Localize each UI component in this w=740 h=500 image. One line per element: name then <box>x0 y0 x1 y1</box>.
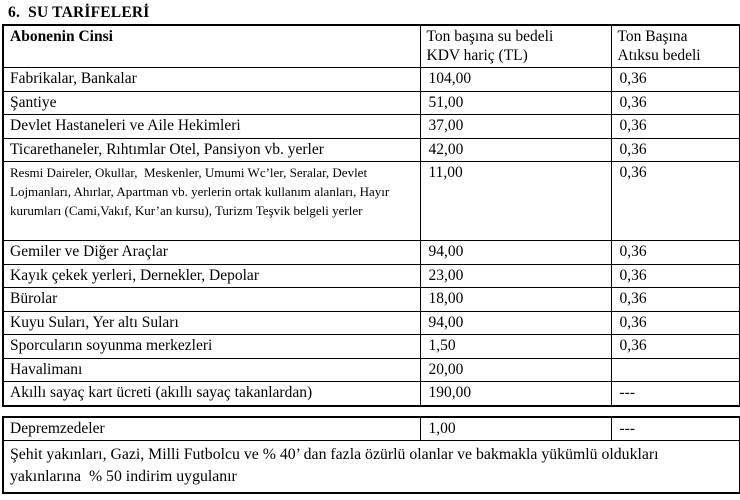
table-row <box>3 138 740 162</box>
table-row <box>3 264 740 288</box>
discount-tariff-table <box>2 416 740 495</box>
cell-subscriber-type: Sporcuların soyunma merkezleri <box>3 335 420 359</box>
cell-water-price: 94,00 <box>420 311 611 335</box>
header-row <box>3 25 740 68</box>
cell-subscriber-type: Depremzedeler <box>3 417 420 441</box>
header-wastewater-price-line2: Atıksu bedeli <box>617 46 701 64</box>
cell-subscriber-type: Akıllı sayaç kart ücreti (akıllı sayaç takanlardan) <box>3 382 420 406</box>
cell-wastewater-price: 0,36 <box>611 264 740 288</box>
cell-water-price: 18,00 <box>420 288 611 312</box>
cell-wastewater-price: 0,36 <box>611 115 740 139</box>
table-row <box>3 115 740 139</box>
cell-subscriber-type: Devlet Hastaneleri ve Aile Hekimleri <box>3 115 420 139</box>
header-water-price <box>420 25 611 68</box>
discount-note-text: Şehit yakınları, Gazi, Milli Futbolcu ve % 40’ dan fazla özürlü olanlar ve bakmakla yükümlü oldukları yakınlarına % 50 indirim uygulanır <box>3 441 740 494</box>
header-wastewater-price-line1: Ton Başına <box>617 28 688 45</box>
header-water-price-line2: KDV hariç (TL) <box>426 46 528 64</box>
cell-water-price: 42,00 <box>420 138 611 162</box>
cell-subscriber-type: Fabrikalar, Bankalar <box>3 68 420 92</box>
header-wastewater-price <box>611 25 740 68</box>
cell-water-price: 104,00 <box>420 68 611 92</box>
table-row <box>3 358 740 382</box>
cell-subscriber-type: Kayık çekek yerleri, Dernekler, Depolar <box>3 264 420 288</box>
cell-wastewater-price: 0,36 <box>611 335 740 359</box>
discount-note-row <box>3 441 740 494</box>
cell-wastewater-price: 0,36 <box>611 91 740 115</box>
cell-water-price: 11,00 <box>420 162 611 241</box>
cell-wastewater-price: 0,36 <box>611 288 740 312</box>
cell-wastewater-price: --- <box>611 382 740 406</box>
cell-wastewater-price: 0,36 <box>611 138 740 162</box>
cell-subscriber-type: Bürolar <box>3 288 420 312</box>
table-row <box>3 288 740 312</box>
cell-water-price: 190,00 <box>420 382 611 406</box>
cell-water-price: 94,00 <box>420 241 611 265</box>
cell-water-price: 1,50 <box>420 335 611 359</box>
table-row <box>3 335 740 359</box>
cell-wastewater-price: 0,36 <box>611 241 740 265</box>
cell-subscriber-type: Şantiye <box>3 91 420 115</box>
cell-subscriber-type: Havalimanı <box>3 358 420 382</box>
cell-subscriber-type: Ticarethaneler, Rıhtımlar Otel, Pansiyon vb. yerler <box>3 138 420 162</box>
cell-wastewater-price: 0,36 <box>611 162 740 241</box>
cell-wastewater-price <box>611 358 740 382</box>
header-water-price-line1: Ton başına su bedeli <box>426 28 554 45</box>
cell-water-price: 51,00 <box>420 91 611 115</box>
cell-subscriber-type: Resmi Daireler, Okullar, Meskenler, Umumi Wc’ler, Seralar, Devlet Lojmanları, Ahırlar, Apartman vb. yerlerin ortak kullanım alanları, Hayır kurumları (Cami,Vakıf, Kur’an kursu), Turizm Teşvik belgeli yerler <box>3 162 420 241</box>
table-row <box>3 241 740 265</box>
page-title: 6. SU TARİFELERİ <box>8 4 150 21</box>
cell-water-price: 20,00 <box>420 358 611 382</box>
water-tariff-table <box>2 24 740 407</box>
table-row <box>3 382 740 406</box>
cell-subscriber-type: Gemiler ve Diğer Araçlar <box>3 241 420 265</box>
table-row <box>3 91 740 115</box>
table-row <box>3 162 740 241</box>
cell-water-price: 23,00 <box>420 264 611 288</box>
cell-wastewater-price: --- <box>611 417 740 441</box>
header-subscriber-type: Abonenin Cinsi <box>3 25 420 68</box>
cell-wastewater-price: 0,36 <box>611 311 740 335</box>
cell-water-price: 1,00 <box>420 417 611 441</box>
table-row <box>3 311 740 335</box>
cell-water-price: 37,00 <box>420 115 611 139</box>
cell-wastewater-price: 0,36 <box>611 68 740 92</box>
table-row <box>3 417 740 441</box>
table-gap <box>0 407 740 416</box>
cell-subscriber-type: Kuyu Suları, Yer altı Suları <box>3 311 420 335</box>
table-row <box>3 68 740 92</box>
